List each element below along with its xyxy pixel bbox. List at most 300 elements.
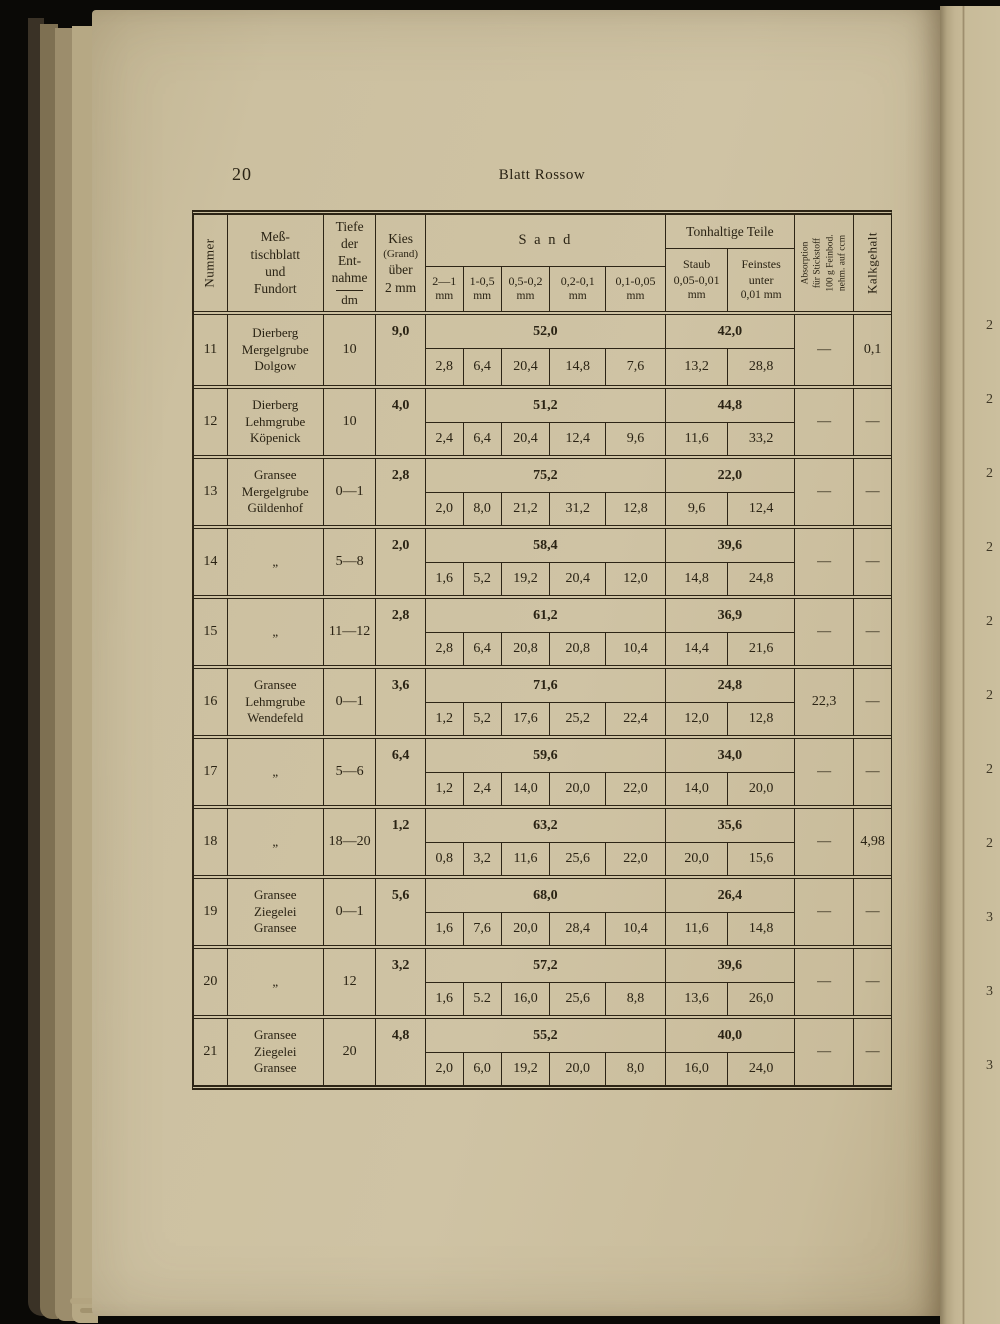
cell-kies: 4,8 [375,1019,425,1085]
ton-values [666,423,794,455]
table-row [194,385,891,455]
sand-value: 20,0 [549,773,605,805]
ton-sum: 39,6 [666,949,794,983]
edge-page-number: 2 [986,318,993,333]
cell-sand-group [425,669,665,735]
ton-value: 11,6 [684,431,709,446]
sand-value: 19,2 [501,563,550,595]
sand-sum: 57,2 [426,949,665,983]
col-kies-line: (Grand) [383,248,419,261]
ton-value: 15,6 [727,843,793,875]
col-fundort [227,215,323,311]
fundort-line: „ [272,763,279,779]
ton-value: 16,0 [684,1061,709,1076]
edge-page-number: 2 [986,762,993,777]
sand-values [426,913,665,945]
cell-kalkgehalt: — [853,529,891,595]
fundort-line: Mergelgrube [241,483,309,499]
cell-nummer [194,459,227,525]
sand-value: 20,0 [501,913,550,945]
sand-value: 20,4 [501,349,550,385]
fundort-line: Lehmgrube [245,693,306,709]
data-table [192,210,892,1090]
edge-page-number: 3 [986,1058,993,1073]
col-nummer-label: Nummer [202,238,218,288]
cell-nummer [194,529,227,595]
table-row [194,525,891,595]
row-number: 16 [203,694,218,709]
fundort-line: Gransee [253,676,297,692]
col-tiefe-line: der [340,235,359,251]
col-nummer [194,215,227,311]
table-row [194,315,891,385]
cell-kies: 3,6 [375,669,425,735]
cell-tiefe: 12 [323,949,376,1015]
cell-sand-group [425,315,665,385]
cell-tiefe: 10 [323,315,376,385]
cell-fundort [227,389,323,455]
table-row [194,735,891,805]
cell-nummer [194,315,227,385]
page-content [192,160,892,1090]
cell-ton-group [665,315,794,385]
table-row [194,665,891,735]
sand-value: 6,4 [463,349,501,385]
ton-sum: 34,0 [666,739,794,773]
sand-value: 7,6 [605,349,665,385]
fundort-line: Dierberg [252,324,299,340]
sand-value: 12,0 [605,563,665,595]
cell-absorption: 22,3 [794,669,853,735]
sand-subheaders [426,267,665,311]
cell-kalkgehalt: — [853,459,891,525]
row-number: 12 [203,414,218,429]
sand-value: 10,4 [605,633,665,665]
cell-absorption: — [794,389,853,455]
sand-value: 22,4 [605,703,665,735]
sand-value: 2,8 [435,359,454,374]
fundort-line: Güldenhof [247,500,304,516]
sand-value: 6,4 [463,633,501,665]
ton-values [666,563,794,595]
sand-value: 2,4 [463,773,501,805]
edge-page-number: 2 [986,466,993,481]
sand-sum: 55,2 [426,1019,665,1053]
ton-value: 24,8 [727,563,793,595]
cell-ton-group [665,529,794,595]
sand-value: 25,6 [549,983,605,1015]
sand-sum: 58,4 [426,529,665,563]
cell-kalkgehalt: — [853,949,891,1015]
sand-value: 5,2 [463,563,501,595]
table-row [194,1015,891,1085]
cell-tiefe: 0—1 [323,459,376,525]
cell-sand-group [425,389,665,455]
sand-values [426,423,665,455]
sand-value: 8,0 [463,493,501,525]
sand-sum: 63,2 [426,809,665,843]
cell-kies: 2,0 [375,529,425,595]
cell-kalkgehalt: — [853,739,891,805]
row-number: 18 [203,834,218,849]
cell-sand-group [425,599,665,665]
sand-value: 8,8 [605,983,665,1015]
cell-ton-group [665,389,794,455]
sand-subcol: 0,5-0,2 mm [501,267,550,311]
sand-values [426,843,665,875]
row-number: 14 [203,554,218,569]
ton-values [666,493,794,525]
fundort-line: Wendefeld [247,710,304,726]
sand-value: 25,2 [549,703,605,735]
ton-sum: 24,8 [666,669,794,703]
sand-value: 0,8 [435,851,454,866]
sand-value: 28,4 [549,913,605,945]
cell-absorption: — [794,599,853,665]
sand-value: 7,6 [463,913,501,945]
cell-absorption: — [794,949,853,1015]
sand-value: 1,6 [435,991,454,1006]
cell-fundort [227,739,323,805]
cell-tiefe: 5—8 [323,529,376,595]
ton-value: 12,4 [727,493,793,525]
ton-value: 20,0 [727,773,793,805]
cell-tiefe: 18—20 [323,809,376,875]
cell-kies: 1,2 [375,809,425,875]
cell-kalkgehalt: — [853,669,891,735]
cell-absorption: — [794,739,853,805]
fundort-line: Gransee [253,886,297,902]
ton-value: 28,8 [727,349,793,385]
col-ton-group [665,215,794,311]
cell-sand-group [425,739,665,805]
edge-page-number: 2 [986,540,993,555]
cell-nummer [194,389,227,455]
ton-values [666,773,794,805]
sand-values [426,703,665,735]
sand-group-label: S a n d [426,215,665,267]
cell-fundort [227,949,323,1015]
cell-kalkgehalt: — [853,879,891,945]
cell-kalkgehalt: — [853,599,891,665]
fundort-line: Mergelgrube [241,341,309,357]
table-row [194,455,891,525]
fundort-line: Gransee [253,1060,297,1076]
sand-value: 1,6 [435,921,454,936]
cell-sand-group [425,529,665,595]
cell-fundort [227,879,323,945]
edge-page-number: 3 [986,984,993,999]
cell-absorption: — [794,809,853,875]
row-number: 17 [203,764,218,779]
cell-absorption: — [794,315,853,385]
sand-value: 20,0 [549,1053,605,1085]
sand-value: 6,0 [463,1053,501,1085]
ton-group-label: Tonhaltige Teile [666,215,794,249]
sand-value: 1,2 [435,781,454,796]
ton-values [666,349,794,385]
sand-values [426,1053,665,1085]
cell-sand-group [425,1019,665,1085]
ton-sum: 35,6 [666,809,794,843]
row-number: 19 [203,904,218,919]
fundort-line: „ [272,833,279,849]
col-fundort-line: Meß- [260,229,290,245]
col-absorption [794,215,853,311]
sand-subcol: 0,1-0,05 mm [605,267,665,311]
col-kies [375,215,425,311]
col-kies-line: 2 mm [385,279,417,295]
cell-fundort [227,669,323,735]
cell-kies: 2,8 [375,599,425,665]
sand-value: 2,8 [435,641,454,656]
sand-value: 2,0 [435,501,454,516]
cell-ton-group [665,459,794,525]
fundort-line: „ [272,973,279,989]
sand-values [426,493,665,525]
cell-nummer [194,879,227,945]
cell-tiefe: 20 [323,1019,376,1085]
edge-page-number: 2 [986,392,993,407]
col-kies-line: über [388,262,413,278]
ton-values [666,983,794,1015]
sand-value: 21,2 [501,493,550,525]
sand-value: 1,2 [435,711,454,726]
fundort-line: Dolgow [254,358,297,374]
cell-ton-group [665,879,794,945]
cell-kies: 2,8 [375,459,425,525]
ton-subcol-feinstes: Feinstes unter 0,01 mm [727,249,793,311]
sand-value: 20,8 [549,633,605,665]
fundort-line: Dierberg [252,396,299,412]
col-tiefe-line: Tiefe [335,218,364,234]
cell-fundort [227,1019,323,1085]
fundort-line: Lehmgrube [245,413,306,429]
ton-subheaders [666,249,794,311]
table-row [194,945,891,1015]
sand-value: 2,4 [435,431,454,446]
sand-value: 20,4 [501,423,550,455]
sand-sum: 51,2 [426,389,665,423]
ton-sum: 42,0 [666,315,794,349]
cell-tiefe: 0—1 [323,669,376,735]
cell-ton-group [665,1019,794,1085]
cell-absorption: — [794,879,853,945]
cell-nummer [194,739,227,805]
cell-ton-group [665,599,794,665]
fundort-line: „ [272,553,279,569]
table-body [194,315,891,1085]
ton-value: 14,8 [684,571,709,586]
ton-sum: 26,4 [666,879,794,913]
ton-value: 13,2 [684,359,709,374]
col-fundort-line: Fundort [253,281,297,297]
sand-value: 2,0 [435,1061,454,1076]
fundort-line: Köpenick [249,430,301,446]
cell-absorption: — [794,1019,853,1085]
sand-value: 20,8 [501,633,550,665]
table-row [194,805,891,875]
sand-value: 14,8 [549,349,605,385]
cell-nummer [194,669,227,735]
ton-value: 9,6 [687,501,706,516]
row-number: 15 [203,624,218,639]
sand-value: 12,8 [605,493,665,525]
fundort-line: „ [272,623,279,639]
row-number: 11 [203,342,218,357]
sand-values [426,563,665,595]
col-tiefe-line: Ent- [337,253,362,269]
ton-sum: 44,8 [666,389,794,423]
fundort-line: Ziegelei [253,1043,297,1059]
ton-value: 14,4 [684,641,709,656]
ton-value: 14,0 [684,781,709,796]
cell-kalkgehalt: 4,98 [853,809,891,875]
cell-sand-group [425,809,665,875]
facing-page-edge [940,6,1000,1324]
ton-sum: 40,0 [666,1019,794,1053]
sand-value: 16,0 [501,983,550,1015]
col-fundort-line: und [265,264,286,279]
cell-absorption: — [794,459,853,525]
sand-value: 31,2 [549,493,605,525]
col-kies-line: Kies [388,231,413,247]
sand-sum: 59,6 [426,739,665,773]
col-kalkgehalt [853,215,891,311]
sand-value: 14,0 [501,773,550,805]
sand-subcol: 2—1 mm [432,273,457,303]
cell-kies: 5,6 [375,879,425,945]
col-sand-group [425,215,665,311]
edge-page-number: 2 [986,688,993,703]
sand-sum: 68,0 [426,879,665,913]
cell-ton-group [665,949,794,1015]
ton-value: 13,6 [684,991,709,1006]
cell-sand-group [425,879,665,945]
ton-values [666,703,794,735]
sand-sum: 61,2 [426,599,665,633]
cell-tiefe: 11—12 [323,599,376,665]
sand-value: 8,0 [605,1053,665,1085]
cell-fundort [227,529,323,595]
row-number: 21 [203,1044,218,1059]
cell-sand-group [425,949,665,1015]
ton-value: 11,6 [684,921,709,936]
sand-value: 22,0 [605,843,665,875]
sand-subcol: 0,2-0,1 mm [549,267,605,311]
col-tiefe-unit: dm [336,290,363,309]
ton-value: 24,0 [727,1053,793,1085]
edge-page-number: 2 [986,836,993,851]
sand-value: 17,6 [501,703,550,735]
ton-value: 14,8 [727,913,793,945]
ton-sum: 22,0 [666,459,794,493]
sand-value: 5.2 [463,983,501,1015]
sand-value: 3,2 [463,843,501,875]
sand-value: 1,6 [435,571,454,586]
cell-kies: 6,4 [375,739,425,805]
cell-tiefe: 0—1 [323,879,376,945]
cell-kies: 4,0 [375,389,425,455]
fundort-line: Ziegelei [253,903,297,919]
ton-sum: 39,6 [666,529,794,563]
col-fundort-line: tischblatt [250,246,300,262]
page-title: Blatt Rossow [498,167,586,183]
col-tiefe-line: nahme [331,270,368,286]
table-header [194,215,891,315]
sand-values [426,983,665,1015]
cell-nummer [194,599,227,665]
cell-nummer [194,949,227,1015]
ton-values [666,1053,794,1085]
table-row [194,595,891,665]
col-tiefe [323,215,376,311]
page-number: 20 [232,164,252,184]
edge-page-number: 3 [986,910,993,925]
sand-value: 12,4 [549,423,605,455]
ton-value: 21,6 [727,633,793,665]
edge-page-number: 2 [986,614,993,629]
cell-fundort [227,315,323,385]
sand-subcol: 1-0,5 mm [463,267,501,311]
sand-value: 5,2 [463,703,501,735]
sand-sum: 71,6 [426,669,665,703]
ton-sum: 36,9 [666,599,794,633]
sand-value: 25,6 [549,843,605,875]
cell-kies: 3,2 [375,949,425,1015]
ton-value: 12,8 [727,703,793,735]
cell-ton-group [665,739,794,805]
cell-fundort [227,809,323,875]
cell-kies: 9,0 [375,315,425,385]
sand-sum: 75,2 [426,459,665,493]
ton-values [666,843,794,875]
cell-ton-group [665,809,794,875]
fundort-line: Gransee [253,466,297,482]
cell-kalkgehalt: — [853,389,891,455]
cell-absorption: — [794,529,853,595]
ton-value: 20,0 [684,851,709,866]
sand-value: 19,2 [501,1053,550,1085]
cell-ton-group [665,669,794,735]
sand-sum: 52,0 [426,315,665,349]
page-head [192,160,892,210]
col-absorption-label: Absorption für Stickstoff 100 g Feinbod. nehm. auf ccm [800,234,848,292]
ton-value: 33,2 [727,423,793,455]
sand-value: 20,4 [549,563,605,595]
sand-values [426,349,665,385]
cell-nummer [194,809,227,875]
cell-fundort [227,459,323,525]
sand-value: 10,4 [605,913,665,945]
cell-nummer [194,1019,227,1085]
ton-value: 12,0 [684,711,709,726]
sand-value: 6,4 [463,423,501,455]
cell-sand-group [425,459,665,525]
sand-value: 9,6 [605,423,665,455]
cell-kalkgehalt: — [853,1019,891,1085]
row-number: 20 [203,974,218,989]
book-page [92,10,940,1316]
cell-kalkgehalt: 0,1 [853,315,891,385]
table-row [194,875,891,945]
sand-values [426,773,665,805]
ton-value: 26,0 [727,983,793,1015]
col-kalkgehalt-label: Kalkgehalt [864,231,880,295]
sand-value: 11,6 [501,843,550,875]
ton-subcol-staub: Staub 0,05-0,01 mm [673,256,720,302]
ton-values [666,913,794,945]
